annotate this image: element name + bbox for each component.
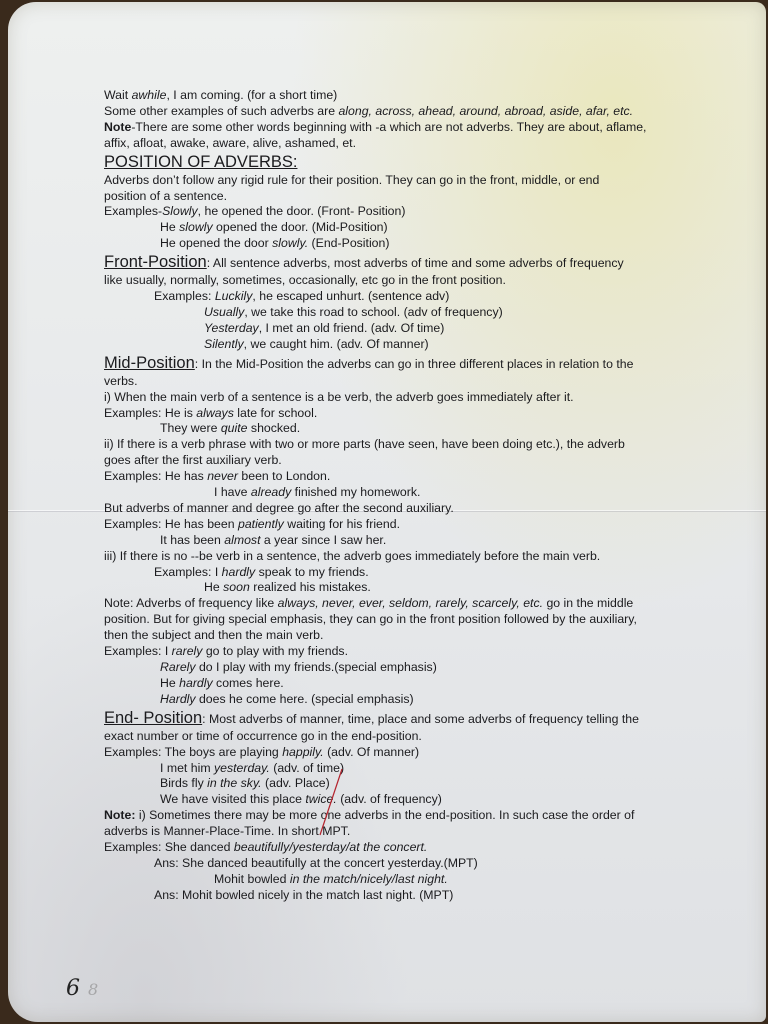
text-line xyxy=(104,437,744,453)
text-line xyxy=(104,204,744,220)
text-line xyxy=(104,88,744,104)
text-line xyxy=(104,273,744,289)
text-run: position. But for giving special emphasis, they can go in the front position followed by the auxiliary, xyxy=(104,612,637,627)
italic-adverb: hardly xyxy=(179,675,213,690)
section-heading xyxy=(104,152,744,173)
text-line xyxy=(104,289,744,305)
section-heading xyxy=(104,353,744,374)
text-run: He xyxy=(160,220,180,235)
text-run: Examples: He is xyxy=(104,405,197,420)
text-run: does he come here. (special emphasis) xyxy=(195,691,414,706)
text-line xyxy=(104,236,744,252)
notebook-page xyxy=(8,2,766,1022)
text-line xyxy=(104,888,744,904)
text-run: Ans: She danced beautifully at the concert yesterday.(MPT) xyxy=(154,855,478,870)
text-run: We have visited this place xyxy=(160,792,306,807)
text-line xyxy=(104,872,744,888)
text-run: (End-Position) xyxy=(308,236,390,251)
text-line xyxy=(104,612,744,628)
text-run: speak to my friends. xyxy=(255,564,369,579)
text-line xyxy=(104,628,744,644)
italic-adverb: Rarely xyxy=(160,660,196,674)
italic-adverb: never xyxy=(207,469,238,484)
text-line xyxy=(104,792,744,808)
text-line xyxy=(104,761,744,777)
italic-adverb: already xyxy=(250,485,292,500)
italic-adverb: quite xyxy=(220,421,248,436)
text-run: (adv. of time) xyxy=(269,760,345,775)
text-run: They were xyxy=(160,421,221,436)
text-run: Examples: He has xyxy=(104,469,208,484)
pen-stroke-mark xyxy=(316,767,346,837)
text-line xyxy=(104,220,744,236)
text-run: (adv. Of manner) xyxy=(323,744,420,759)
text-line xyxy=(104,692,744,708)
italic-adverb: beautifully/yesterday/at the concert. xyxy=(233,840,428,855)
text-run: (adv. of frequency) xyxy=(336,792,442,807)
text-run: comes here. xyxy=(212,675,284,690)
text-run: , I met an old friend. (adv. Of time) xyxy=(258,320,445,335)
text-line xyxy=(104,189,744,205)
text-run: i) Sometimes there may be more one adverbs in the end-position. In such case the order of xyxy=(135,808,635,823)
text-run: Examples: She danced xyxy=(104,840,234,855)
text-line xyxy=(104,808,744,824)
italic-adverb: slowly xyxy=(179,220,213,235)
heading-rest-text: : Most adverbs of manner, time, place and some adverbs of frequency telling the xyxy=(202,711,639,726)
heading-rest-text: : All sentence adverbs, most adverbs of time and some adverbs of frequency xyxy=(206,256,624,271)
heading-title: Mid-Position xyxy=(104,353,195,372)
text-run: -There are some other words beginning with -a which are not adverbs. They are about, aflame, xyxy=(131,119,647,134)
text-run: Some other examples of such adverbs are xyxy=(104,103,339,118)
text-run: waiting for his friend. xyxy=(283,516,400,531)
text-line xyxy=(104,580,744,596)
text-run: (adv. Place) xyxy=(261,776,330,791)
text-run: Examples- xyxy=(104,204,163,219)
page-number-faint: 8 xyxy=(88,980,99,999)
text-line xyxy=(104,374,744,390)
text-run: been to London. xyxy=(237,469,331,484)
text-run: ii) If there is a verb phrase with two or more parts (have seen, have been doing etc.), the adverb xyxy=(104,437,625,452)
italic-adverb: Usually xyxy=(204,304,245,319)
text-run: iii) If there is no --be verb in a sentence, the adverb goes immediately before the main verb. xyxy=(104,548,601,563)
section-heading xyxy=(104,708,744,729)
text-line xyxy=(104,517,744,533)
text-line xyxy=(104,856,744,872)
text-run: verbs. xyxy=(104,373,138,388)
text-line xyxy=(104,776,744,792)
text-run: But adverbs of manner and degree go after the second auxiliary. xyxy=(104,500,454,515)
text-run: realized his mistakes. xyxy=(249,580,371,595)
heading-rest-text: : In the Mid-Position the adverbs can go in three different places in relation to the xyxy=(194,356,634,371)
text-line xyxy=(104,453,744,469)
text-run: , he escaped unhurt. (sentence adv) xyxy=(252,289,450,304)
text-run: Mohit bowled xyxy=(214,871,290,886)
text-run: , he opened the door. (Front- Position) xyxy=(197,204,406,219)
text-run: Examples: The boys are playing xyxy=(104,744,283,759)
heading-title: POSITION OF ADVERBS: xyxy=(104,152,298,171)
text-run: shocked. xyxy=(247,421,301,436)
italic-adverb: twice. xyxy=(305,792,337,807)
text-run: Examples: He has been xyxy=(104,516,238,531)
page-number xyxy=(66,976,98,1001)
italic-adverb: along, across, ahead, around, abroad, aside, afar, etc. xyxy=(338,103,634,118)
text-line xyxy=(104,321,744,337)
text-run: Note xyxy=(104,119,132,134)
text-run: Note: Adverbs of frequency like xyxy=(104,596,278,611)
page-text xyxy=(104,88,744,904)
text-run: Adverbs don’t follow any rigid rule for their position. They can go in the front, middle, or end xyxy=(104,172,600,187)
text-line xyxy=(104,549,744,565)
text-line xyxy=(104,644,744,660)
text-line xyxy=(104,120,744,136)
text-line xyxy=(104,660,744,676)
text-line xyxy=(104,501,744,517)
italic-adverb: Hardly xyxy=(160,691,196,706)
italic-adverb: almost xyxy=(224,532,261,547)
text-run: Ans: Mohit bowled nicely in the match last night. (MPT) xyxy=(154,887,454,902)
text-run: goes after the first auxiliary verb. xyxy=(104,453,282,468)
text-run: He opened the door xyxy=(160,236,273,251)
text-run: Wait xyxy=(104,88,132,102)
text-run: opened the door. (Mid-Position) xyxy=(212,220,388,235)
text-run: Examples: I xyxy=(154,564,222,579)
text-line xyxy=(104,596,744,612)
text-line xyxy=(104,337,744,353)
text-line xyxy=(104,824,744,840)
italic-adverb: rarely xyxy=(171,644,203,659)
text-run: finished my homework. xyxy=(291,485,421,500)
italic-adverb: slowly. xyxy=(272,236,309,251)
text-run: Examples: xyxy=(154,289,215,304)
italic-adverb: happily. xyxy=(282,744,324,759)
text-run: like usually, normally, sometimes, occasionally, etc go in the front position. xyxy=(104,273,506,288)
text-run: affix, afloat, awake, aware, alive, ashamed, et. xyxy=(104,135,356,150)
page-number-handwritten: 6 xyxy=(66,976,80,1001)
text-run: a year since I saw her. xyxy=(260,532,387,547)
text-line xyxy=(104,305,744,321)
heading-title: Front-Position xyxy=(104,253,207,272)
text-line xyxy=(104,840,744,856)
italic-adverb: awhile xyxy=(131,88,167,102)
text-line xyxy=(104,676,744,692)
text-line xyxy=(104,390,744,406)
text-line xyxy=(104,406,744,422)
italic-adverb: hardly xyxy=(221,564,256,579)
text-run: late for school. xyxy=(233,405,318,420)
text-run: I met him xyxy=(160,760,214,775)
text-run: then the subject and then the main verb. xyxy=(104,628,324,643)
italic-adverb: in the match/nicely/last night. xyxy=(289,871,448,886)
text-run: , I am coming. (for a short time) xyxy=(166,88,338,102)
italic-adverb: Slowly xyxy=(162,204,198,219)
section-heading xyxy=(104,252,744,273)
heading-title: End- Position xyxy=(104,708,203,727)
italic-adverb: yesterday. xyxy=(213,760,270,775)
italic-adverb: Luckily xyxy=(214,289,253,304)
text-run: I have xyxy=(214,485,251,500)
italic-adverb: Silently xyxy=(204,336,244,351)
text-run: Note: xyxy=(104,808,136,823)
italic-adverb: always xyxy=(196,405,234,420)
italic-adverb: soon xyxy=(223,580,250,595)
text-line xyxy=(104,421,744,437)
text-run: He xyxy=(204,580,224,595)
text-line xyxy=(104,104,744,120)
text-run: go in the middle xyxy=(543,596,634,611)
italic-adverb: Yesterday xyxy=(204,320,259,335)
text-run: Birds fly xyxy=(160,776,208,791)
text-run: , we take this road to school. (adv of frequency) xyxy=(244,304,503,319)
text-run: It has been xyxy=(160,532,225,547)
text-run: go to play with my friends. xyxy=(202,644,348,659)
text-line xyxy=(104,173,744,189)
text-run: position of a sentence. xyxy=(104,188,228,203)
italic-adverb: patiently xyxy=(237,516,284,531)
text-line xyxy=(104,136,744,152)
text-line xyxy=(104,729,744,745)
text-run: exact number or time of occurrence go in the end-position. xyxy=(104,728,422,743)
text-run: i) When the main verb of a sentence is a be verb, the adverb goes immediately after it. xyxy=(104,389,574,404)
text-line xyxy=(104,745,744,761)
text-line xyxy=(104,485,744,501)
text-line xyxy=(104,533,744,549)
text-run: Examples: I xyxy=(104,644,172,659)
text-run: , we caught him. (adv. Of manner) xyxy=(243,336,429,351)
italic-adverb: always, never, ever, seldom, rarely, scarcely, etc. xyxy=(277,596,544,611)
text-line xyxy=(104,469,744,485)
text-run: He xyxy=(160,675,180,690)
italic-adverb: in the sky. xyxy=(207,776,262,791)
text-run: do I play with my friends.(special emphasis) xyxy=(195,660,437,674)
text-line xyxy=(104,565,744,581)
text-run: adverbs is Manner-Place-Time. In short MPT. xyxy=(104,824,351,839)
